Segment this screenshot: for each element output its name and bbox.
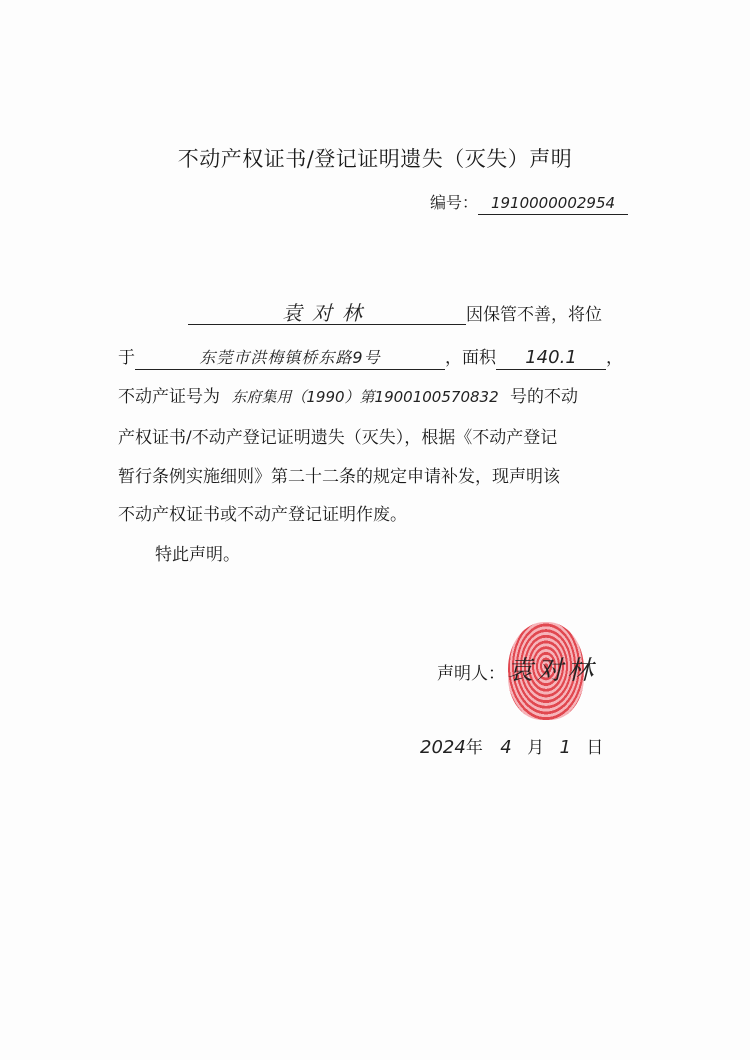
line2-prefix: 于 [118, 348, 135, 368]
serial-value: 1910000002954 [478, 192, 628, 215]
serial-label: 编号： [430, 193, 479, 212]
area-label: ，面积 [445, 348, 496, 368]
body-line-4: 产权证书/不动产登记证明遗失（灭失），根据《不动产登记 [118, 428, 558, 448]
property-address: 东莞市洪梅镇桥东路9号 [135, 347, 445, 370]
area-value: 140.1 [496, 347, 606, 370]
date-day-label: 日 [586, 738, 604, 758]
serial-number-row [430, 190, 628, 215]
date-month-label: 月 [527, 738, 545, 758]
area-suffix: ， [606, 348, 623, 368]
line3-suffix: 号的不动 [510, 387, 578, 407]
date-row [420, 733, 603, 758]
body-line-3 [118, 382, 578, 408]
body-line-7: 特此声明。 [155, 545, 240, 565]
document-title: 不动产权证书/登记证明遗失（灭失）声明 [177, 147, 573, 171]
line1-suffix: 因保管不善，将位 [466, 305, 602, 325]
line3-prefix: 不动产证号为 [118, 387, 220, 407]
body-line-6: 不动产权证书或不动产登记证明作废。 [118, 505, 407, 525]
body-line-2 [118, 343, 623, 370]
certificate-number: 东府集用（1990）第1900100570832 [231, 388, 499, 406]
body-line-5: 暂行条例实施细则》第二十二条的规定申请补发，现声明该 [118, 467, 560, 487]
date-month-value: 4 [500, 737, 512, 758]
date-year-value: 2024 [420, 737, 466, 758]
date-day-value: 1 [559, 737, 571, 758]
signature-row [437, 650, 597, 687]
date-year-label: 年 [465, 738, 483, 758]
signature-label: 声明人： [437, 664, 505, 684]
body-line-1 [118, 300, 602, 325]
signature-name: 袁对林 [507, 656, 598, 686]
declarant-name: 袁对林 [188, 302, 466, 325]
